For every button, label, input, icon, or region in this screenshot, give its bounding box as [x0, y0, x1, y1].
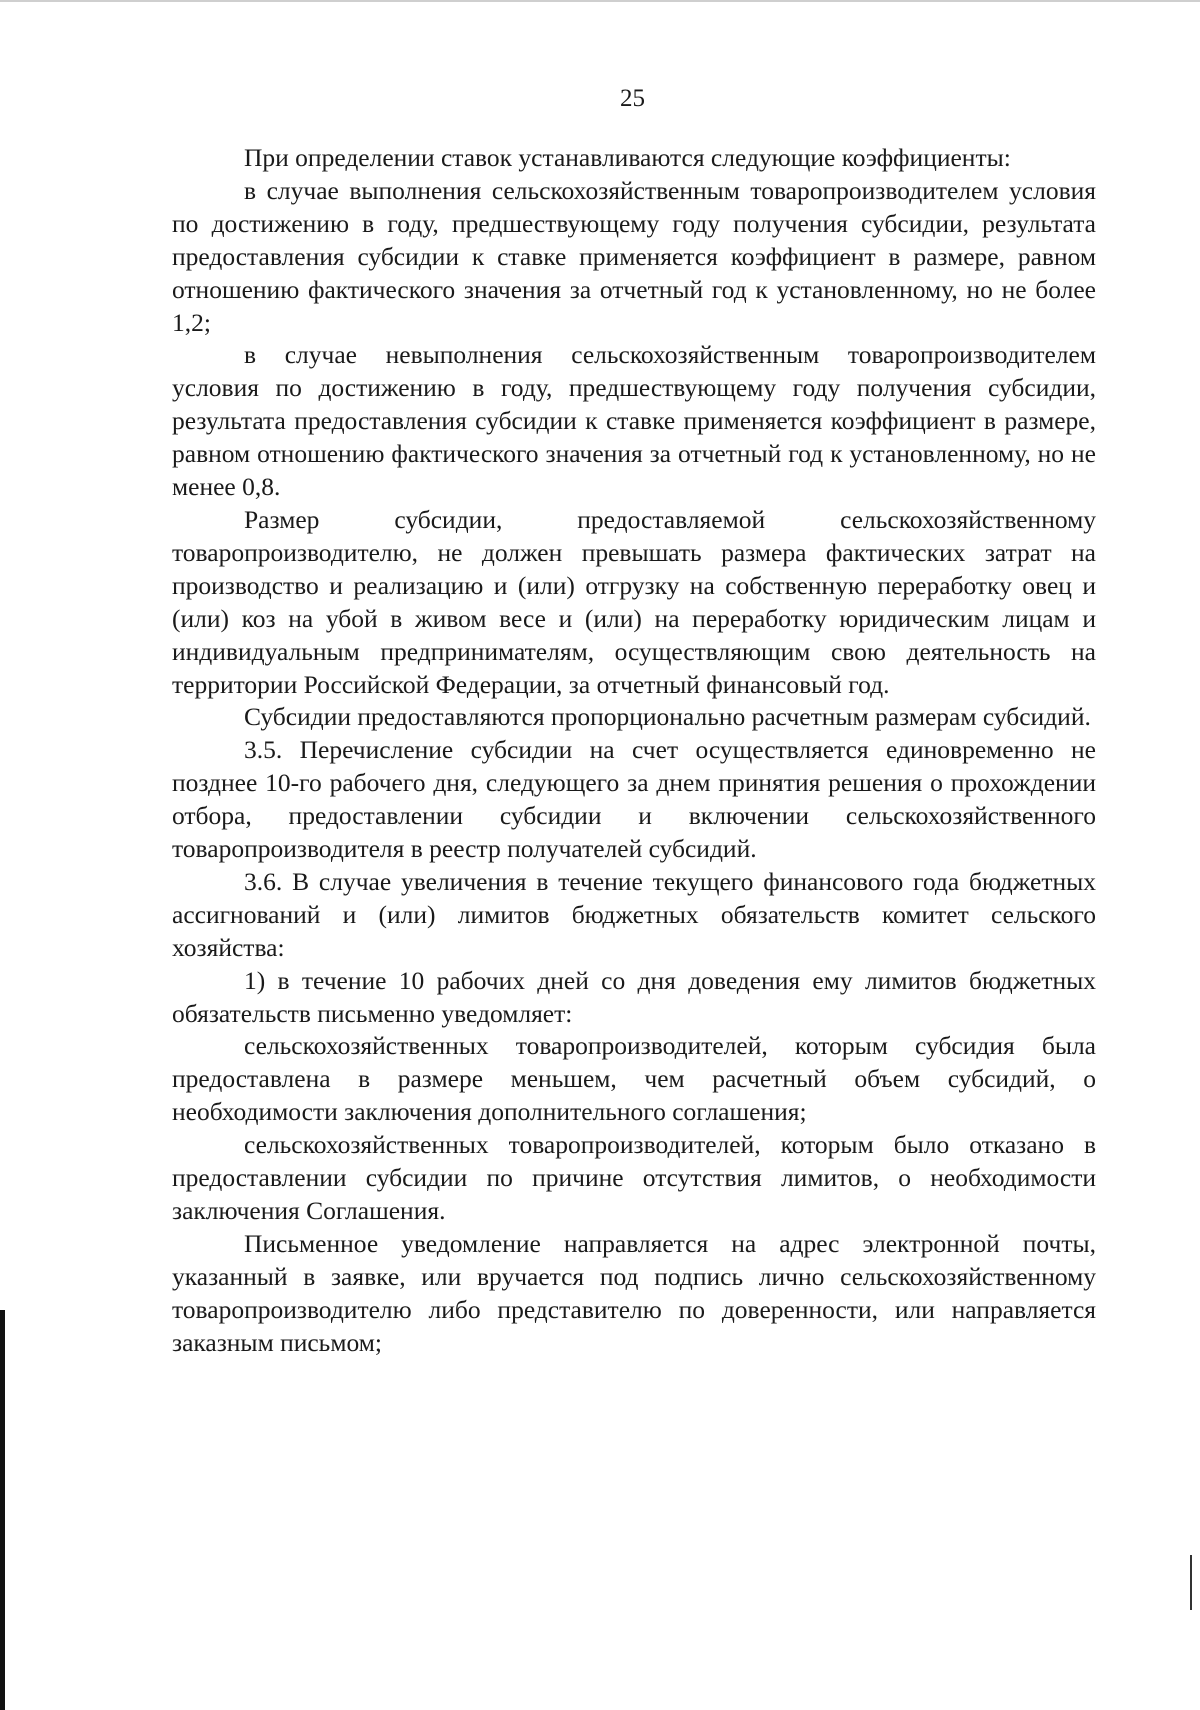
paragraph-coefficient-fulfilled: в случае выполнения сельскохозяйственным товаропроизводителем условия по достижению в году, предшествующему году получения субсидии, результата предоставления субсидии к ставке применяется коэффициент в размере, равном отношению фактического значения за отчетный год к установленному, но не более 1,2;: [172, 175, 1096, 337]
paragraph-notify-reduced: сельскохозяйственных товаропроизводителей, которым субсидия была предоставлена в размере меньшем, чем расчетный объем субсидий, о необходимости заключения дополнительного соглашения;: [172, 1031, 1096, 1127]
paragraph-notify-refused: сельскохозяйственных товаропроизводителей, которым было отказано в предоставлении субсидии по причине отсутствия лимитов, о необходимости заключения Соглашения.: [172, 1130, 1096, 1225]
paragraph-written-notice: Письменное уведомление направляется на адрес электронной почты, указанный в заявке, или вручается под подпись лично сельскохозяйственному товаропроизводителю либо представителю по доверенности, или направляется заказным письмом;: [172, 1228, 1096, 1357]
paragraph-coefficients-intro: При определении ставок устанавливаются следующие коэффициенты:: [244, 143, 1011, 172]
document-body: [172, 142, 1096, 1360]
paragraph-3-6: 3.6. В случае увеличения в течение текущего финансового года бюджетных ассигнований и (или) лимитов бюджетных обязательств комитет сельского хозяйства:: [172, 866, 1096, 962]
paragraph-3-6-item-1: 1) в течение 10 рабочих дней со дня доведения ему лимитов бюджетных обязательств письменно уведомляет:: [172, 965, 1096, 1028]
paragraph-subsidy-size: Размер субсидии, предоставляемой сельскохозяйственному товаропроизводителю, не должен превышать размера фактических затрат на производство и реализацию и (или) отгрузку на собственную переработку овец и (или) коз на убой в живом весе и (или) на переработку юридическим лицам и индивидуальным предпринимателям, осуществляющим свою деятельность на территории Российской Федерации, за отчетный финансовый год.: [172, 504, 1096, 699]
page-number: 25: [620, 85, 645, 112]
paragraph-proportional: Субсидии предоставляются пропорционально расчетным размерам субсидий.: [244, 702, 1091, 732]
scan-edge-top: [0, 0, 1200, 2]
paragraph-3-5: 3.5. Перечисление субсидии на счет осуществляется единовременно не позднее 10-го рабочего дня, следующего за днем принятия решения о прохождении отбора, предоставлении субсидии и включении сельскохозяйственного товаропроизводителя в реестр получателей субсидий.: [172, 735, 1096, 864]
scan-edge-left: [0, 1310, 5, 1710]
paragraph-coefficient-not-fulfilled: в случае невыполнения сельскохозяйственным товаропроизводителем условия по достижению в году, предшествующему году получения субсидии, результата предоставления субсидии к ставке применяется коэффициент в размере, равном отношению фактического значения за отчетный год к установленному, но не менее 0,8.: [172, 340, 1096, 502]
scan-mark-right: [1190, 1555, 1192, 1610]
